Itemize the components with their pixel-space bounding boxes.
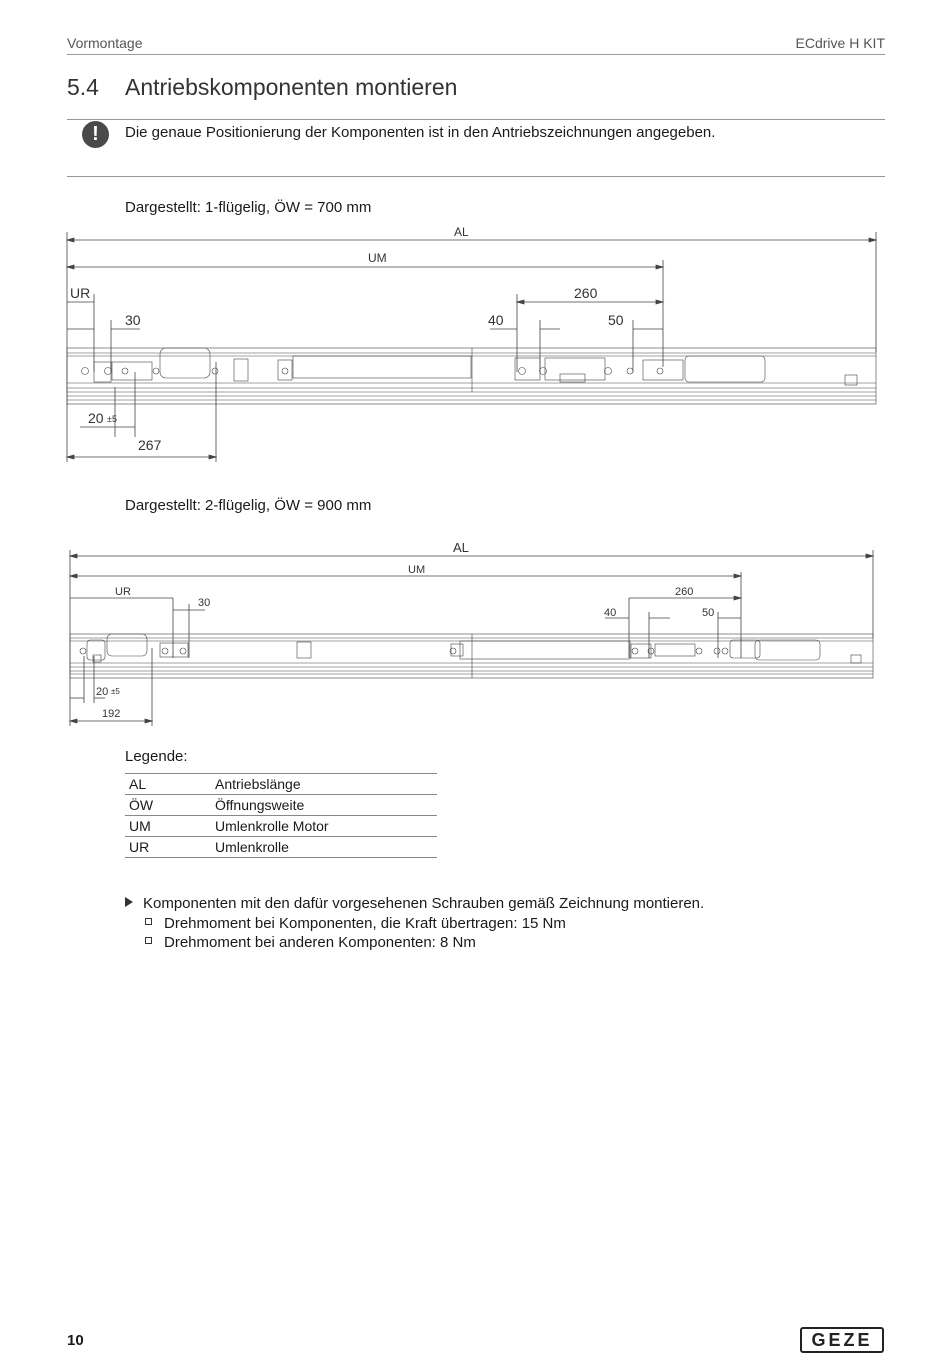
drawing2-dim-260: 260 [675, 586, 694, 598]
legend-abbr: AL [125, 774, 211, 795]
section-number: 5.4 [67, 74, 99, 100]
legend-abbr: UR [125, 837, 211, 858]
warning-top-rule [67, 119, 885, 120]
drawing2-al-label: AL [453, 540, 469, 555]
geze-logo: GEZE [800, 1327, 884, 1353]
legend-row [125, 795, 437, 816]
legend-row [125, 774, 437, 795]
legend-row [125, 837, 437, 858]
drawing1-caption: Dargestellt: 1-flügelig, ÖW = 700 mm [125, 199, 372, 216]
drawing1-al-label: AL [454, 225, 469, 239]
drawing1-dim-267: 267 [138, 437, 162, 453]
drawing2-dim-30: 30 [198, 597, 211, 609]
legend-title: Legende: [125, 748, 188, 765]
drawing2-caption: Dargestellt: 2-flügelig, ÖW = 900 mm [125, 497, 372, 514]
drawing1-technical-drawing [60, 222, 885, 467]
drawing1-tolerance: ±5 [107, 414, 117, 424]
drawing2-dim-20: 20 [96, 686, 109, 698]
square-bullet-icon [145, 937, 152, 944]
warning-bottom-rule [67, 176, 885, 177]
drawing1-ur-label: UR [70, 285, 91, 301]
instruction-step [125, 895, 704, 912]
legend-desc: Umlenkrolle [211, 837, 437, 858]
header-section-label: Vormontage [67, 35, 143, 51]
drawing2-dim-192: 192 [102, 708, 121, 720]
section-title: Antriebskomponenten montieren [125, 74, 458, 100]
legend-desc: Öffnungsweite [211, 795, 437, 816]
instruction-sub-item [145, 934, 476, 951]
drawing1-dim-30: 30 [125, 312, 141, 328]
drawing1-dim-260: 260 [574, 285, 598, 301]
instruction-sub-item [145, 915, 566, 932]
legend-table [125, 773, 437, 858]
warning-text: Die genaue Positionierung der Komponenten ist in den Antriebszeichnungen angegeben. [125, 124, 716, 141]
drawing2-technical-drawing [65, 538, 880, 730]
header-product-label: ECdrive H KIT [795, 35, 885, 51]
drawing1-um-label: UM [368, 251, 387, 265]
instruction-sub-text: Drehmoment bei Komponenten, die Kraft übertragen: 15 Nm [164, 915, 566, 932]
drawing1-dim-20: 20 [88, 410, 104, 426]
legend-abbr: UM [125, 816, 211, 837]
drawing1-dim-50: 50 [608, 312, 624, 328]
header-rule [67, 54, 885, 55]
page-number: 10 [67, 1332, 84, 1349]
drawing2-dim-40: 40 [604, 607, 617, 619]
legend-abbr: ÖW [125, 795, 211, 816]
drawing2-dim-50: 50 [702, 607, 715, 619]
exclamation-icon: ! [82, 121, 109, 148]
instruction-step-text: Komponenten mit den dafür vorgesehenen Schrauben gemäß Zeichnung montieren. [143, 895, 705, 912]
drawing2-ur-label: UR [115, 586, 131, 598]
drawing2-um-label: UM [408, 564, 426, 576]
legend-desc: Antriebslänge [211, 774, 437, 795]
drawing2-tolerance: ±5 [111, 687, 120, 696]
triangle-bullet-icon [125, 897, 133, 907]
legend-row [125, 816, 437, 837]
legend-desc: Umlenkrolle Motor [211, 816, 437, 837]
instruction-sub-text: Drehmoment bei anderen Komponenten: 8 Nm [164, 934, 476, 951]
drawing1-dim-40: 40 [488, 312, 504, 328]
square-bullet-icon [145, 918, 152, 925]
